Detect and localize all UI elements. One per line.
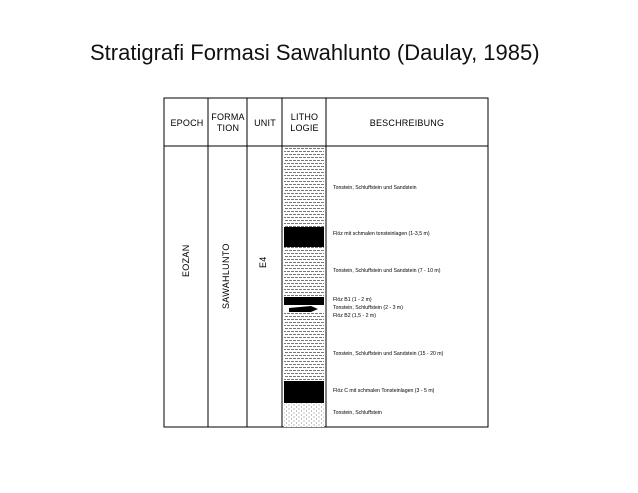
layer-shale-3	[284, 313, 324, 381]
layer-coal-lens	[289, 306, 318, 312]
lithology-layers	[284, 147, 324, 427]
header-litho-line1: LITHO	[290, 112, 319, 122]
header-litho-line2: LOGIE	[290, 123, 319, 133]
layer-coal-b1	[284, 297, 324, 305]
slide-title: Stratigrafi Formasi Sawahlunto (Daulay, 1985)	[90, 40, 540, 65]
description-8: Flöz C mit schmalen Tonsteinlagen (3 - 5 m)	[333, 388, 435, 394]
epoch-label: EOZAN	[181, 244, 191, 277]
description-2: Flöz mit schmalen tonsteinlagen (1-3,5 m)	[333, 231, 430, 237]
description-4: Flöz B1 (1 - 2 m)	[333, 297, 372, 303]
layer-coal-1	[284, 227, 324, 247]
header-formation-line2: TION	[216, 123, 240, 133]
layer-shale-1	[284, 147, 324, 227]
layer-coal-c	[284, 381, 324, 403]
description-7: Tonstein, Schluffstein und Sandstein (15 - 20 m)	[333, 351, 444, 357]
header-description: BESCHREIBUNG	[369, 118, 445, 128]
description-1: Tonstein, Schluffstein und Sandstein	[333, 185, 417, 191]
column-graphics	[163, 96, 489, 429]
unit-label: E4	[258, 256, 268, 268]
stratigraphic-column	[163, 96, 489, 429]
description-9: Tonstein, Schluffstein	[333, 410, 382, 416]
description-6: Flöz B2 (1,5 - 2 m)	[333, 313, 376, 319]
layer-shale-2	[284, 247, 324, 297]
description-5: Tonstein, Schluffstein (2 - 3 m)	[333, 305, 403, 311]
header-unit: UNIT	[254, 118, 276, 128]
header-formation-line1: FORMA	[211, 112, 245, 122]
formation-label: SAWAHLUNTO	[221, 243, 231, 309]
layer-sandstone	[284, 403, 324, 427]
description-3: Tonstein, Schluffstein und Sandstein (7 - 10 m)	[333, 268, 441, 274]
header-epoch: EPOCH	[170, 118, 204, 128]
